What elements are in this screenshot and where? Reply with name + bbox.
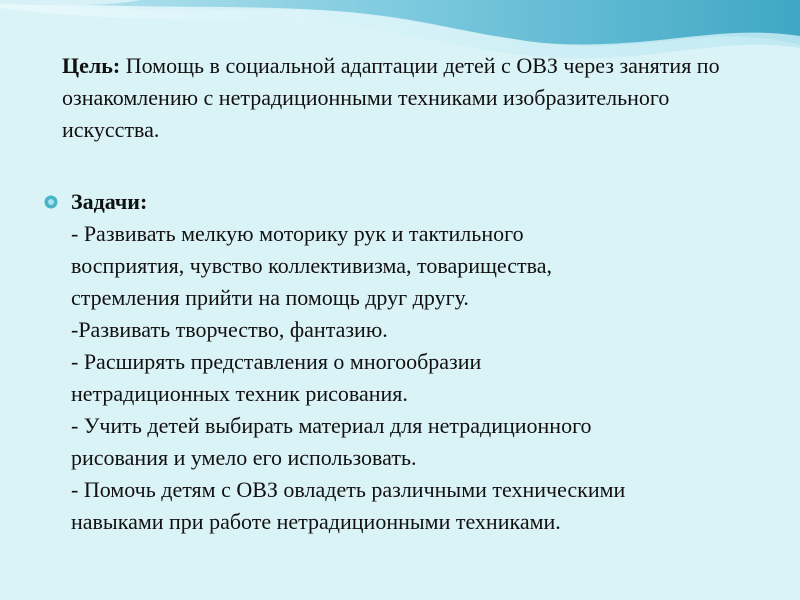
task-line: - Развивать мелкую моторику рук и тактильного	[71, 221, 524, 246]
task-line: - Учить детей выбирать материал для нетрадиционного	[71, 413, 592, 438]
task-line: рисования и умело его использовать.	[71, 445, 417, 470]
tasks-section	[44, 186, 774, 538]
task-line: стремления прийти на помощь друг другу.	[71, 285, 469, 310]
task-line: навыками при работе нетрадиционными техниками.	[71, 509, 561, 534]
task-line: -Развивать творчество, фантазию.	[71, 317, 388, 342]
tasks-label: Задачи:	[71, 189, 148, 214]
goal-text: Помощь в социальной адаптации детей с ОВЗ через занятия по ознакомлению с нетрадиционными техниками изобразительного искусства.	[62, 53, 720, 142]
circle-bullet-icon	[44, 195, 58, 209]
task-line: нетрадиционных техник рисования.	[71, 381, 408, 406]
task-line: восприятия, чувство коллективизма, товарищества,	[71, 253, 552, 278]
goal-label: Цель:	[62, 53, 121, 78]
goal-paragraph	[62, 50, 762, 146]
task-line: - Помочь детям с ОВЗ овладеть различными техническими	[71, 477, 626, 502]
task-line: - Расширять представления о многообразии	[71, 349, 482, 374]
